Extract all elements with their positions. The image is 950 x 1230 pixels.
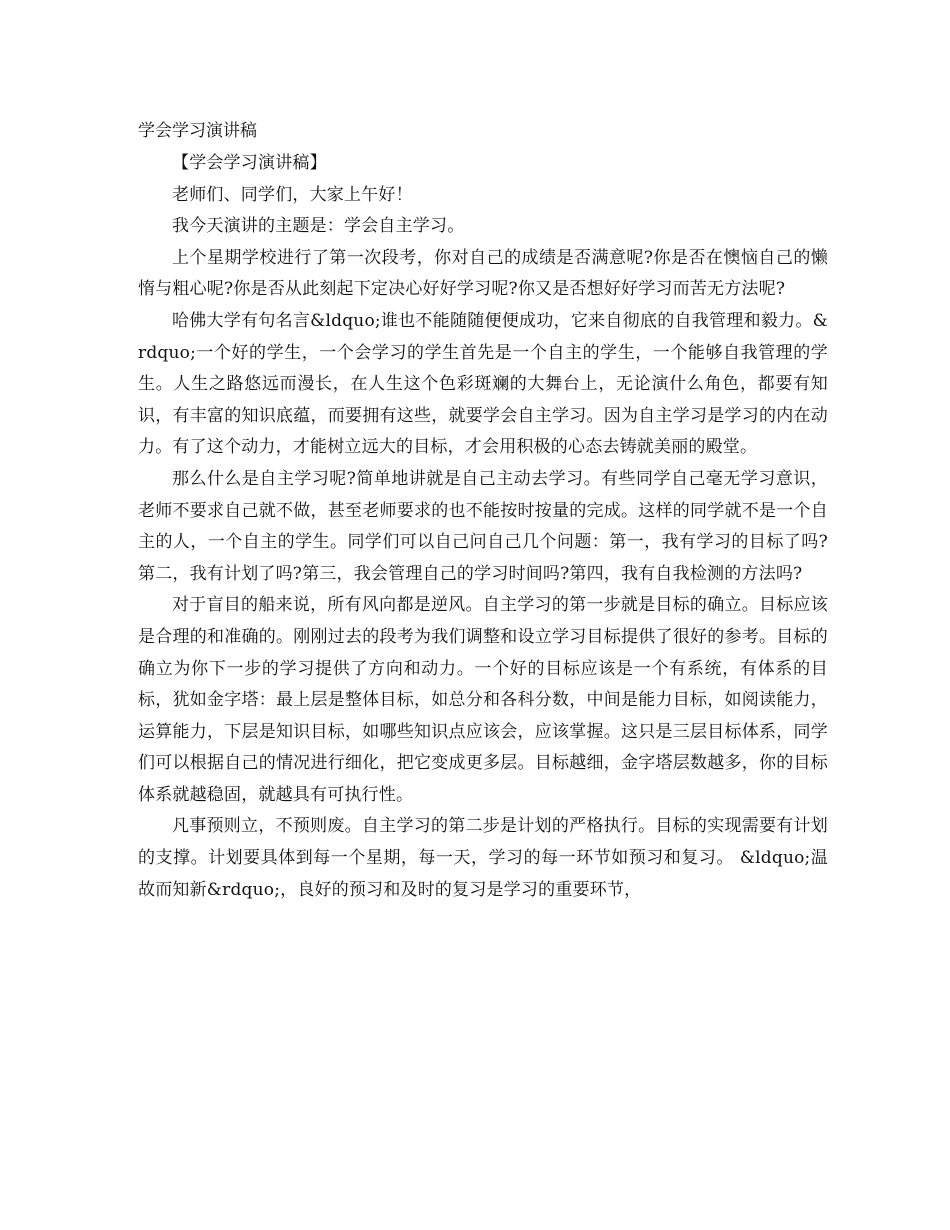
document-body <box>138 117 828 906</box>
paragraph-exam: 上个星期学校进行了第一次段考，你对自己的成绩是否满意呢?你是否在懊恼自己的懒惰与粗心呢?你是否从此刻起下定决心好好学习呢?你又是否想好好学习而苦无方法呢? <box>138 247 828 300</box>
paragraph-goals: 对于盲目的船来说，所有风向都是逆风。自主学习的第一步就是目标的确立。目标应该是合理的和准确的。刚刚过去的段考为我们调整和设立学习目标提供了很好的参考。目标的确立为你下一步的学习提供了方向和动力。一个好的目标应该是一个有系统，有体系的目标，犹如金字塔：最上层是整体目标，如总分和各科分数，中间是能力目标，如阅读能力，运算能力，下层是知识目标，如哪些知识点应该会，应该掌握。这只是三层目标体系，同学们可以根据自己的情况进行细化，把它变成更多层。目标越细，金字塔层数越多，你的目标体系就越稳固，就越具有可执行性。 <box>138 595 828 805</box>
paragraph-harvard: 哈佛大学有句名言&ldquo;谁也不能随随便便成功，它来自彻底的自我管理和毅力。&rdquo;一个好的学生，一个会学习的学生首先是一个自主的学生，一个能够自我管理的学生。人生之路悠远而漫长，在人生这个色彩斑斓的大舞台上，无论演什么角色，都要有知识，有丰富的知识底蕴，而要拥有这些，就要学会自主学习。因为自主学习是学习的内在动力。有了这个动力，才能树立远大的目标，才会用积极的心态去铸就美丽的殿堂。 <box>138 310 828 458</box>
paragraph-definition: 那么什么是自主学习呢?简单地讲就是自己主动去学习。有些同学自己毫无学习意识，老师不要求自己就不做，甚至老师要求的也不能按时按量的完成。这样的同学就不是一个自主的人，一个自主的学生。同学们可以自己问自己几个问题：第一，我有学习的目标了吗?第二，我有计划了吗?第三，我会管理自己的学习时间吗?第四，我有自我检测的方法吗? <box>138 468 828 584</box>
paragraph-plan: 凡事预则立，不预则废。自主学习的第二步是计划的严格执行。目标的实现需要有计划的支撑。计划要具体到每一个星期，每一天，学习的每一环节如预习和复习。 &ldquo;温故而知新&rdquo;，良好的预习和及时的复习是学习的重要环节， <box>138 816 828 900</box>
document-title: 学会学习演讲稿 <box>138 121 257 141</box>
paragraph-greeting: 老师们、同学们，大家上午好！ <box>172 184 413 205</box>
paragraph-topic: 我今天演讲的主题是：学会自主学习。 <box>172 216 465 237</box>
paragraph-heading: 【学会学习演讲稿】 <box>172 153 327 173</box>
